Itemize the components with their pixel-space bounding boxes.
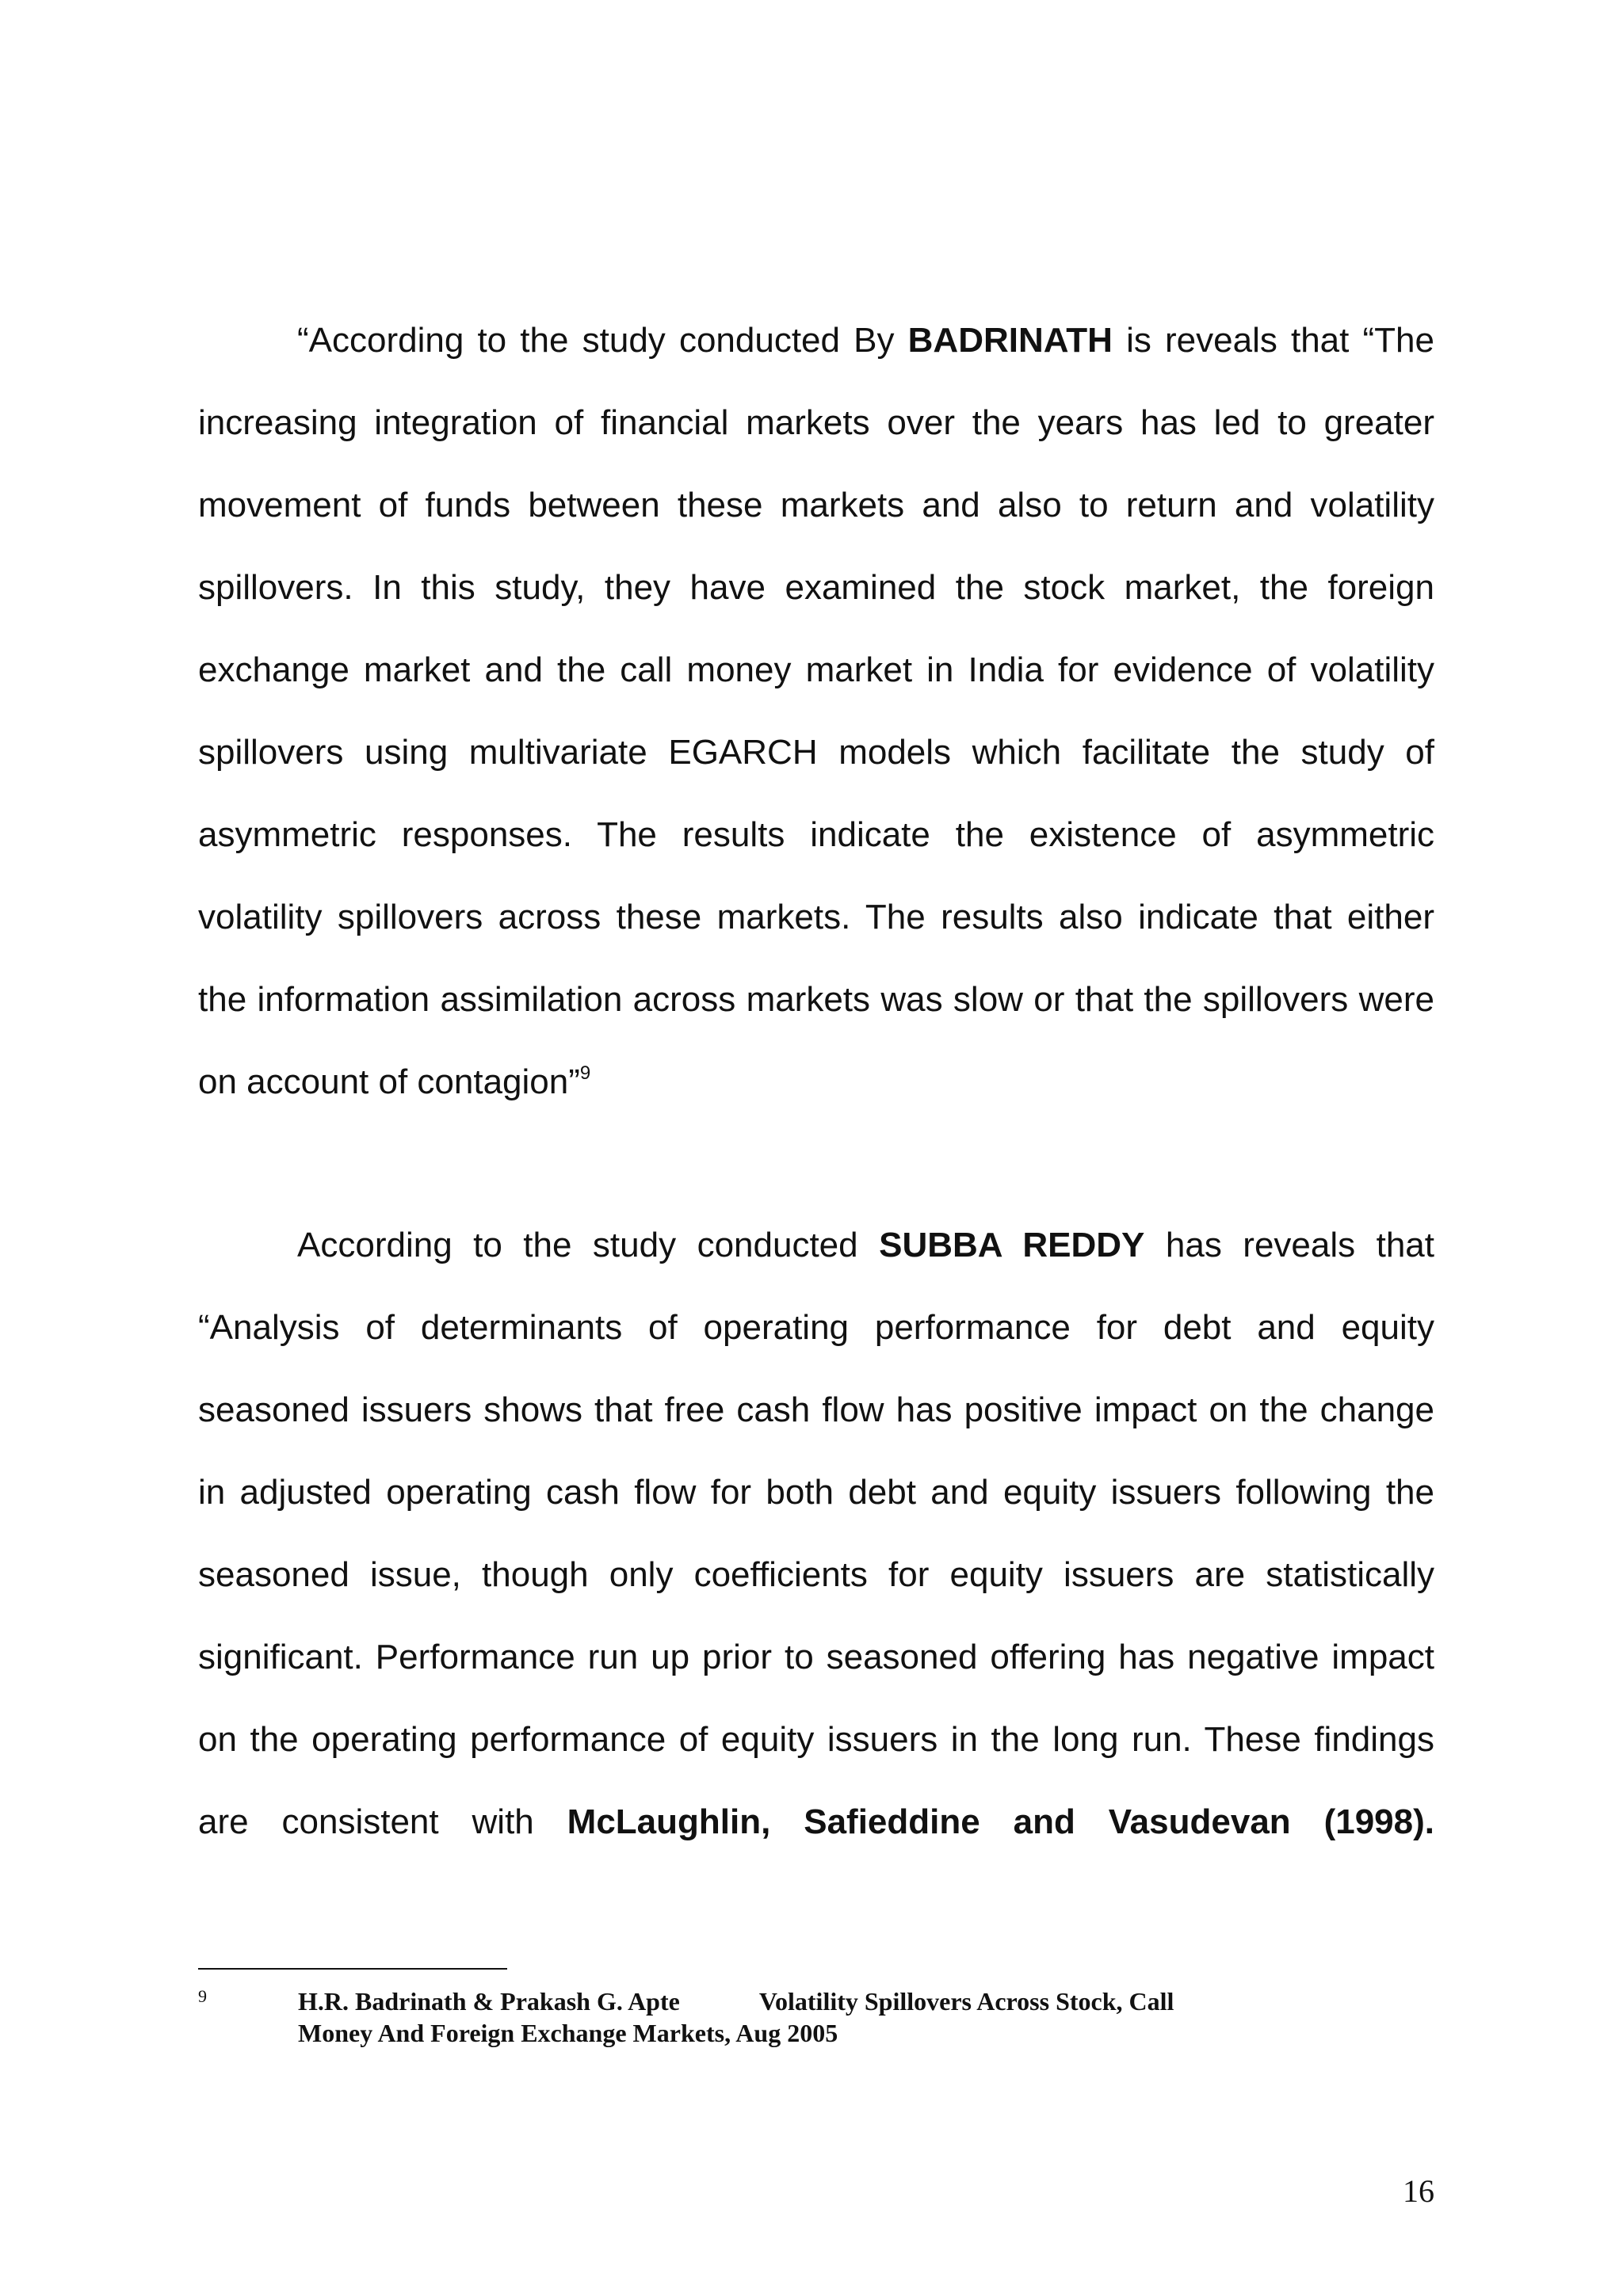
citation-mclaughlin: McLaughlin, Safieddine and Vasudevan (1998). bbox=[567, 1802, 1434, 1841]
author-name-subba-reddy: SUBBA REDDY bbox=[879, 1226, 1145, 1264]
paragraph-badrinath bbox=[198, 299, 1434, 1123]
page-number: 16 bbox=[1403, 2173, 1434, 2209]
footnote-reference[interactable]: 9 bbox=[579, 1062, 591, 1084]
footnote-number: 9 bbox=[198, 1986, 207, 2006]
footnote-separator bbox=[198, 1968, 507, 1970]
paragraph-1-body: is reveals that “The increasing integration of financial markets over the years has led to greater movement of funds between these markets and also to return and volatility spillovers. In this study, they have examined the stock market, the foreign exchange market and the call money market in India for evidence of volatility spillovers using multivariate EGARCH models which facilitate the study of asymmetric responses. The results indicate the existence of asymmetric volatility spillovers across these markets. The results also indicate that either the information assimilation across markets was slow or that the spillovers were on account of contagion” bbox=[198, 321, 1435, 1101]
footnote-title-line-2: Money And Foreign Exchange Markets, Aug 2005 bbox=[298, 2019, 838, 2047]
paragraph-2-opening: According to the study conducted bbox=[297, 1226, 880, 1264]
footnote-body bbox=[298, 1985, 1328, 2049]
paragraph-1-opening: “According to the study conducted By bbox=[297, 321, 908, 360]
paragraph-2-body: has reveals that “Analysis of determinants of operating performance for debt and equity seasoned issuers shows that free cash flow has positive impact on the change in adjusted operating cash flow for both debt and equity issuers following the seasoned issue, though only coefficients for equity issuers are statistically significant. Performance run up prior to seasoned offering has negative impact on the operating performance of equity issuers in the long run. These findings are consistent with bbox=[198, 1226, 1434, 1841]
footnote-authors: H.R. Badrinath & Prakash G. Apte bbox=[298, 1987, 680, 2016]
author-name-badrinath: BADRINATH bbox=[907, 321, 1113, 360]
footnote-title-line-1: Volatility Spillovers Across Stock, Call bbox=[758, 1987, 1174, 2016]
paragraph-subba-reddy bbox=[198, 1204, 1434, 1863]
